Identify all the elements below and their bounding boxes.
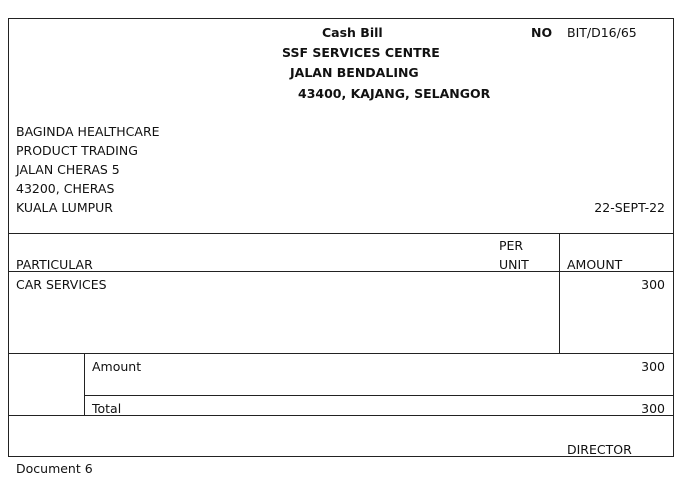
document-label: Document 6: [16, 461, 93, 476]
summary-bottom-rule: [9, 415, 673, 416]
bill-date: 22-SEPT-22: [594, 200, 665, 215]
recipient-line-5: KUALA LUMPUR: [16, 200, 113, 215]
col-header-amount: AMOUNT: [567, 257, 623, 272]
body-bottom-rule: [9, 353, 673, 354]
line-item-particular: CAR SERVICES: [16, 277, 107, 292]
cash-bill: [8, 18, 674, 457]
col-header-per-unit-line1: PER: [499, 238, 524, 253]
summary-total-value: 300: [641, 401, 665, 416]
recipient-line-3: JALAN CHERAS 5: [16, 162, 120, 177]
summary-amount-label: Amount: [92, 359, 142, 374]
summary-total-label: Total: [92, 401, 122, 416]
table-top-rule: [9, 233, 673, 234]
header-bottom-rule: [9, 271, 673, 272]
recipient-line-4: 43200, CHERAS: [16, 181, 115, 196]
bill-title: Cash Bill: [322, 25, 383, 40]
company-address-line2: 43400, KAJANG, SELANGOR: [298, 86, 491, 101]
signature-label: DIRECTOR: [567, 442, 632, 457]
company-name: SSF SERVICES CENTRE: [282, 45, 440, 60]
col-header-particular: PARTICULAR: [16, 257, 93, 272]
bill-number-label: NO: [531, 25, 553, 40]
summary-left-divider: [84, 353, 85, 415]
recipient-line-1: BAGINDA HEALTHCARE: [16, 124, 160, 139]
bill-number-value: BIT/D16/65: [567, 25, 637, 40]
company-address-line1: JALAN BENDALING: [290, 65, 419, 80]
summary-amount-value: 300: [641, 359, 665, 374]
summary-mid-rule: [84, 395, 673, 396]
amount-column-divider: [559, 233, 560, 353]
line-item-amount: 300: [641, 277, 665, 292]
col-header-per-unit-line2: UNIT: [499, 257, 529, 272]
recipient-line-2: PRODUCT TRADING: [16, 143, 138, 158]
